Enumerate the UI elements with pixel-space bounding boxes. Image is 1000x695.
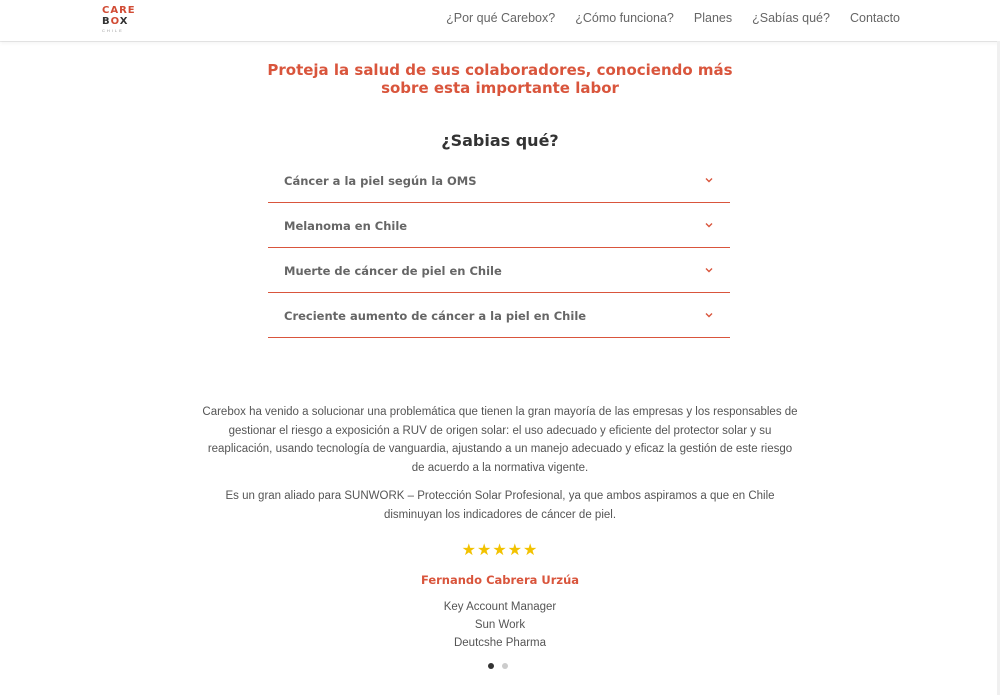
chevron-down-icon bbox=[704, 265, 714, 275]
slider-pagination bbox=[488, 663, 508, 669]
nav-did-you-know[interactable]: ¿Sabías qué? bbox=[752, 11, 830, 25]
slider-dot-1[interactable] bbox=[488, 663, 494, 669]
author-role-line: Key Account Manager bbox=[443, 601, 557, 613]
nav-contact[interactable]: Contacto bbox=[849, 11, 900, 25]
author-company-line: Deutcshe Pharma bbox=[453, 637, 547, 649]
rating-stars-icon: ★★★★★ bbox=[461, 542, 539, 559]
nav-plans[interactable]: Planes bbox=[693, 11, 733, 25]
section-title: ¿Sabias qué? bbox=[441, 131, 559, 150]
logo-line2: BOX bbox=[102, 16, 129, 27]
nav-why-carebox[interactable]: ¿Por qué Carebox? bbox=[446, 11, 556, 25]
chevron-down-icon bbox=[704, 175, 714, 185]
page-headline: Proteja la salud de sus colaboradores, conociendo más sobre esta importante labor bbox=[267, 61, 733, 97]
accordion-label: Cáncer a la piel según la OMS bbox=[284, 174, 477, 188]
accordion-item-oms[interactable] bbox=[268, 158, 730, 203]
testimonial-author: Fernando Cabrera Urzúa bbox=[420, 573, 580, 587]
site-header bbox=[0, 0, 1000, 41]
author-company-line: Sun Work bbox=[474, 619, 526, 631]
carebox-logo[interactable] bbox=[102, 6, 136, 32]
chevron-down-icon bbox=[704, 220, 714, 230]
accordion-item-deaths[interactable] bbox=[268, 248, 730, 293]
main-nav bbox=[446, 11, 900, 25]
faq-accordion bbox=[268, 158, 730, 338]
testimonial-text bbox=[200, 403, 800, 534]
testimonial-paragraph-1: Carebox ha venido a solucionar una problemática que tienen la gran mayoría de las empresas y los responsables de gestionar el riesgo a exposición a RUV de origen solar: el uso adecuado y eficiente del protector solar y su reaplicación, usando tecnología de vanguardia, ajustando a un manejo adecuado y eficaz la gestión de este riesgo de acuerdo a la normativa vigente. bbox=[202, 406, 798, 474]
accordion-label: Muerte de cáncer de piel en Chile bbox=[284, 264, 502, 278]
testimonial-paragraph-2: Es un gran aliado para SUNWORK – Protección Solar Profesional, ya que ambos aspiramos a que en Chile disminuyan los indicadores de cáncer de piel. bbox=[225, 490, 775, 521]
accordion-item-increase[interactable] bbox=[268, 293, 730, 338]
accordion-label: Melanoma en Chile bbox=[284, 219, 408, 233]
slider-dot-2[interactable] bbox=[502, 663, 508, 669]
accordion-item-melanoma[interactable] bbox=[268, 203, 730, 248]
logo-line3: CHILE bbox=[102, 28, 124, 33]
chevron-down-icon bbox=[704, 310, 714, 320]
testimonial-author-role bbox=[300, 598, 700, 652]
nav-how-it-works[interactable]: ¿Cómo funciona? bbox=[575, 11, 674, 25]
logo-line1: CARE bbox=[102, 5, 136, 16]
accordion-label: Creciente aumento de cáncer a la piel en Chile bbox=[284, 309, 587, 323]
